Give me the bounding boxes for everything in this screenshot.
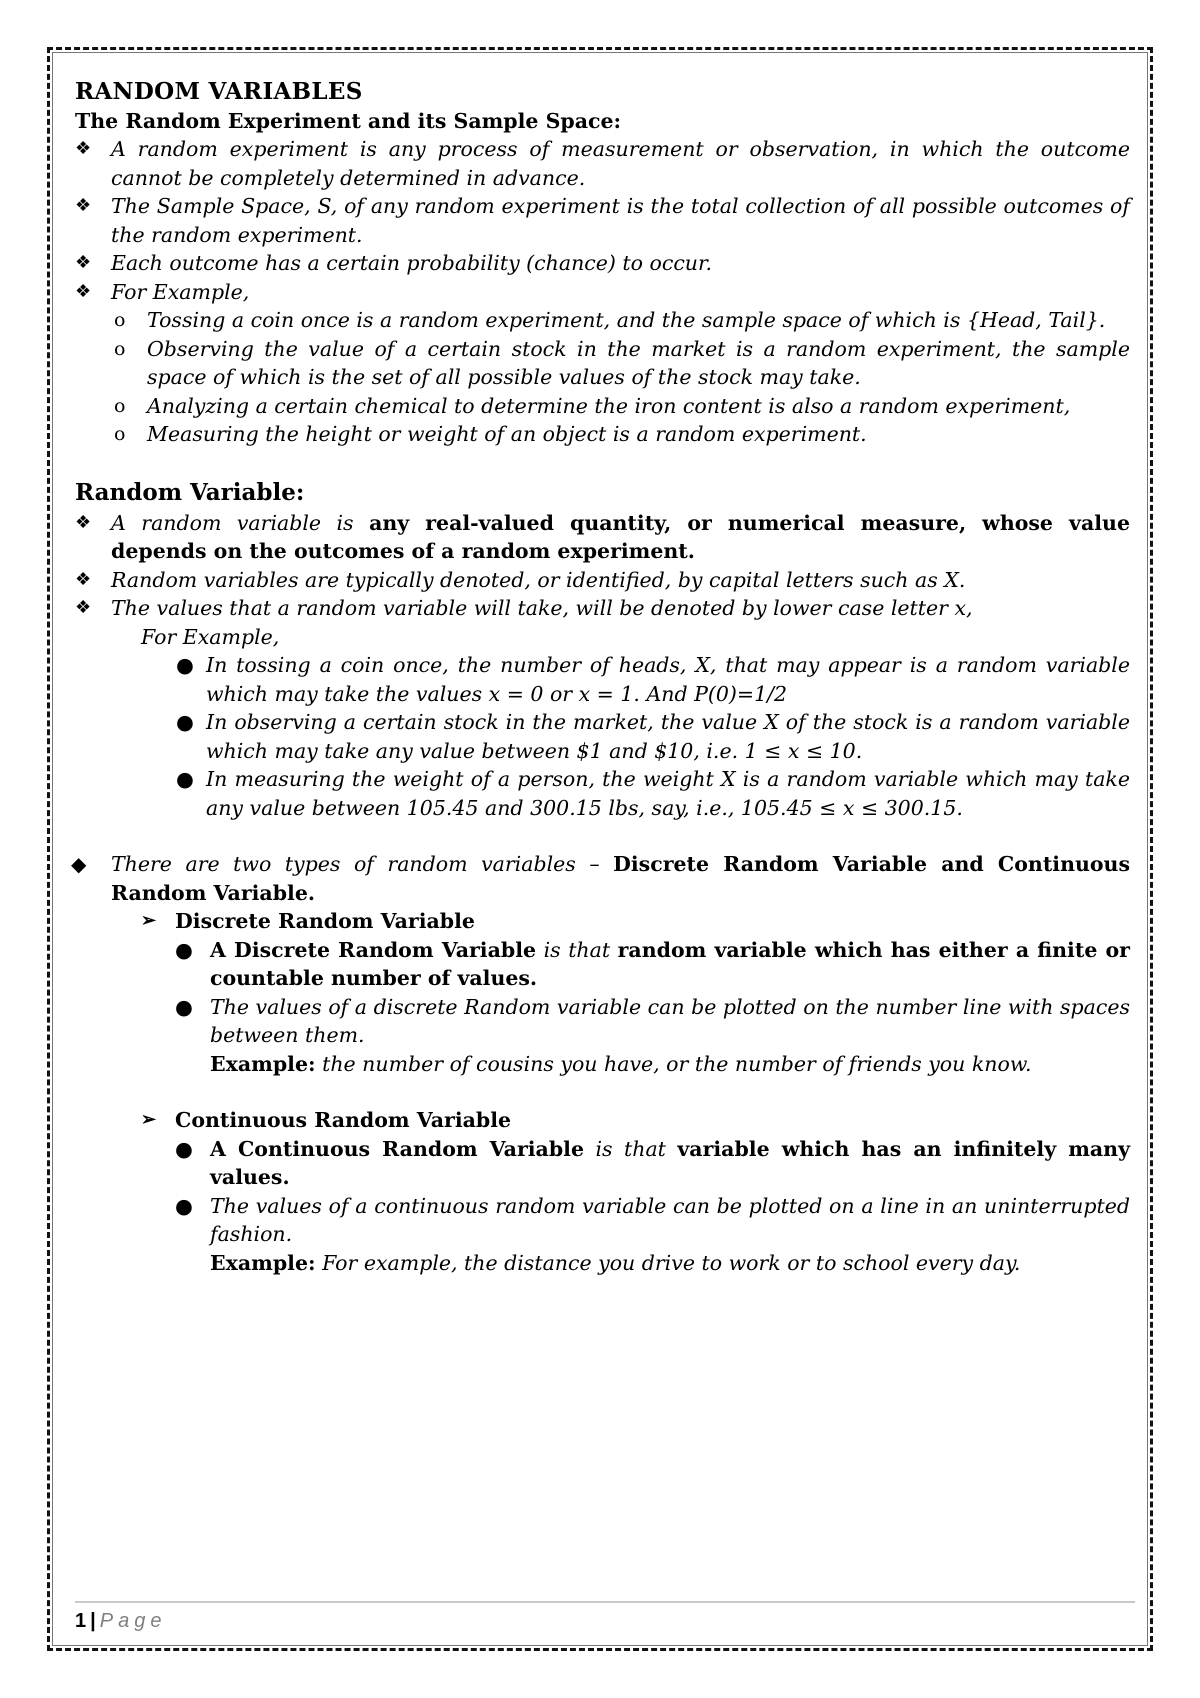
- diamond-bullet-icon: ❖: [75, 252, 92, 273]
- list-item: ● In tossing a coin once, the number of heads, X, that may appear is a random variable which may take the values x = 0 or x = 1. And P(0)=1/2: [176, 653, 1130, 706]
- random-experiment-bullets: [75, 135, 1130, 306]
- page-label: Page: [99, 1610, 167, 1632]
- list-item: ● The values of a discrete Random variable can be plotted on the number line with spaces between them.: [175, 994, 1130, 1047]
- filled-diamond-bullet-icon: ◆: [71, 852, 87, 876]
- footer-divider: [75, 1601, 1135, 1603]
- random-experiment-examples: [111, 306, 1130, 449]
- dot-bullet-icon: ●: [175, 937, 193, 962]
- list-item: ❖ A random experiment is any process of measurement or observation, in which the outcome cannot be completely determined in advance.: [75, 137, 1130, 190]
- for-example-label: For Example,: [141, 624, 280, 649]
- list-item: o Measuring the height or weight of an object is a random experiment.: [111, 420, 1130, 449]
- discrete-example: Example: the number of cousins you have, or the number of friends you know.: [210, 1051, 1032, 1076]
- continuous-bullets: [175, 1135, 1130, 1249]
- list-item: ❖ Random variables are typically denoted, or identified, by capital letters such as X.: [75, 566, 1130, 595]
- diamond-bullet-icon: ❖: [75, 138, 92, 159]
- list-item: ● In measuring the weight of a person, the weight X is a random variable which may take any value between 105.45 and 300.15 lbs, say, i.e., 105.45 ≤ x ≤ 300.15.: [176, 767, 1130, 820]
- section-heading-random-experiment: The Random Experiment and its Sample Space:: [75, 108, 622, 133]
- list-item: o Observing the value of a certain stock in the market is a random experiment, the sample space of which is the set of all possible values of the stock may take.: [114, 336, 1130, 389]
- dot-bullet-icon: ●: [175, 1193, 193, 1218]
- random-variable-examples: [176, 651, 1130, 822]
- list-item: ❖ Each outcome has a certain probability (chance) to occur.: [75, 249, 1130, 278]
- list-item: ● The values of a continuous random variable can be plotted on a line in an uninterrupted fashion.: [175, 1193, 1130, 1246]
- dot-bullet-icon: ●: [176, 767, 194, 791]
- diamond-bullet-icon: ❖: [75, 511, 92, 533]
- list-item: ● A Discrete Random Variable is that random variable which has either a finite or countable number of values.: [175, 937, 1130, 990]
- discrete-heading: ➢ Discrete Random Variable: [141, 907, 1130, 936]
- page-number: 1: [75, 1610, 87, 1632]
- circle-bullet-icon: o: [114, 309, 126, 331]
- dot-bullet-icon: ●: [176, 710, 194, 734]
- diamond-bullet-icon: ❖: [75, 568, 92, 590]
- list-item: ● A Continuous Random Variable is that variable which has an infinitely many values.: [175, 1136, 1130, 1189]
- list-item: ❖ For Example,: [75, 278, 1130, 307]
- discrete-bullets: [175, 936, 1130, 1050]
- diamond-bullet-icon: ❖: [75, 280, 92, 302]
- document-title: RANDOM VARIABLES: [75, 78, 363, 105]
- document-body: [71, 78, 1131, 1277]
- continuous-example: Example: For example, the distance you drive to work or to school every day.: [210, 1250, 1021, 1275]
- arrow-bullet-icon: ➢: [141, 1109, 157, 1130]
- page-footer: [75, 1610, 166, 1633]
- dot-bullet-icon: ●: [175, 1136, 193, 1161]
- dot-bullet-icon: ●: [176, 653, 194, 677]
- circle-bullet-icon: o: [114, 423, 126, 445]
- circle-bullet-icon: o: [114, 337, 126, 360]
- list-item: ❖ The values that a random variable will take, will be denoted by lower case letter x,: [75, 594, 1130, 623]
- list-item: ❖ The Sample Space, S, of any random experiment is the total collection of all possible outcomes of the random experiment.: [75, 194, 1130, 247]
- section-heading-random-variable: Random Variable:: [75, 478, 305, 506]
- diamond-bullet-icon: ❖: [75, 195, 92, 216]
- random-variable-bullets: [75, 509, 1130, 623]
- diamond-bullet-icon: ❖: [75, 597, 92, 618]
- dot-bullet-icon: ●: [175, 994, 193, 1019]
- list-item: o Analyzing a certain chemical to determine the iron content is also a random experiment,: [111, 392, 1130, 421]
- footer-separator: |: [90, 1610, 96, 1632]
- types-of-random-variables: ◆ There are two types of random variables – Discrete Random Variable and Continuous Random Variable.: [71, 852, 1131, 905]
- list-item: o Tossing a coin once is a random experiment, and the sample space of which is {Head, Tail}.: [111, 306, 1130, 335]
- circle-bullet-icon: o: [114, 394, 126, 417]
- arrow-bullet-icon: ➢: [141, 910, 157, 931]
- list-item: ❖ A random variable is any real-valued quantity, or numerical measure, whose value depends on the outcomes of a random experiment.: [75, 510, 1130, 563]
- continuous-heading: ➢ Continuous Random Variable: [141, 1106, 1130, 1135]
- list-item: ● In observing a certain stock in the market, the value X of the stock is a random variable which may take any value between $1 and $10, i.e. 1 ≤ x ≤ 10.: [176, 710, 1130, 763]
